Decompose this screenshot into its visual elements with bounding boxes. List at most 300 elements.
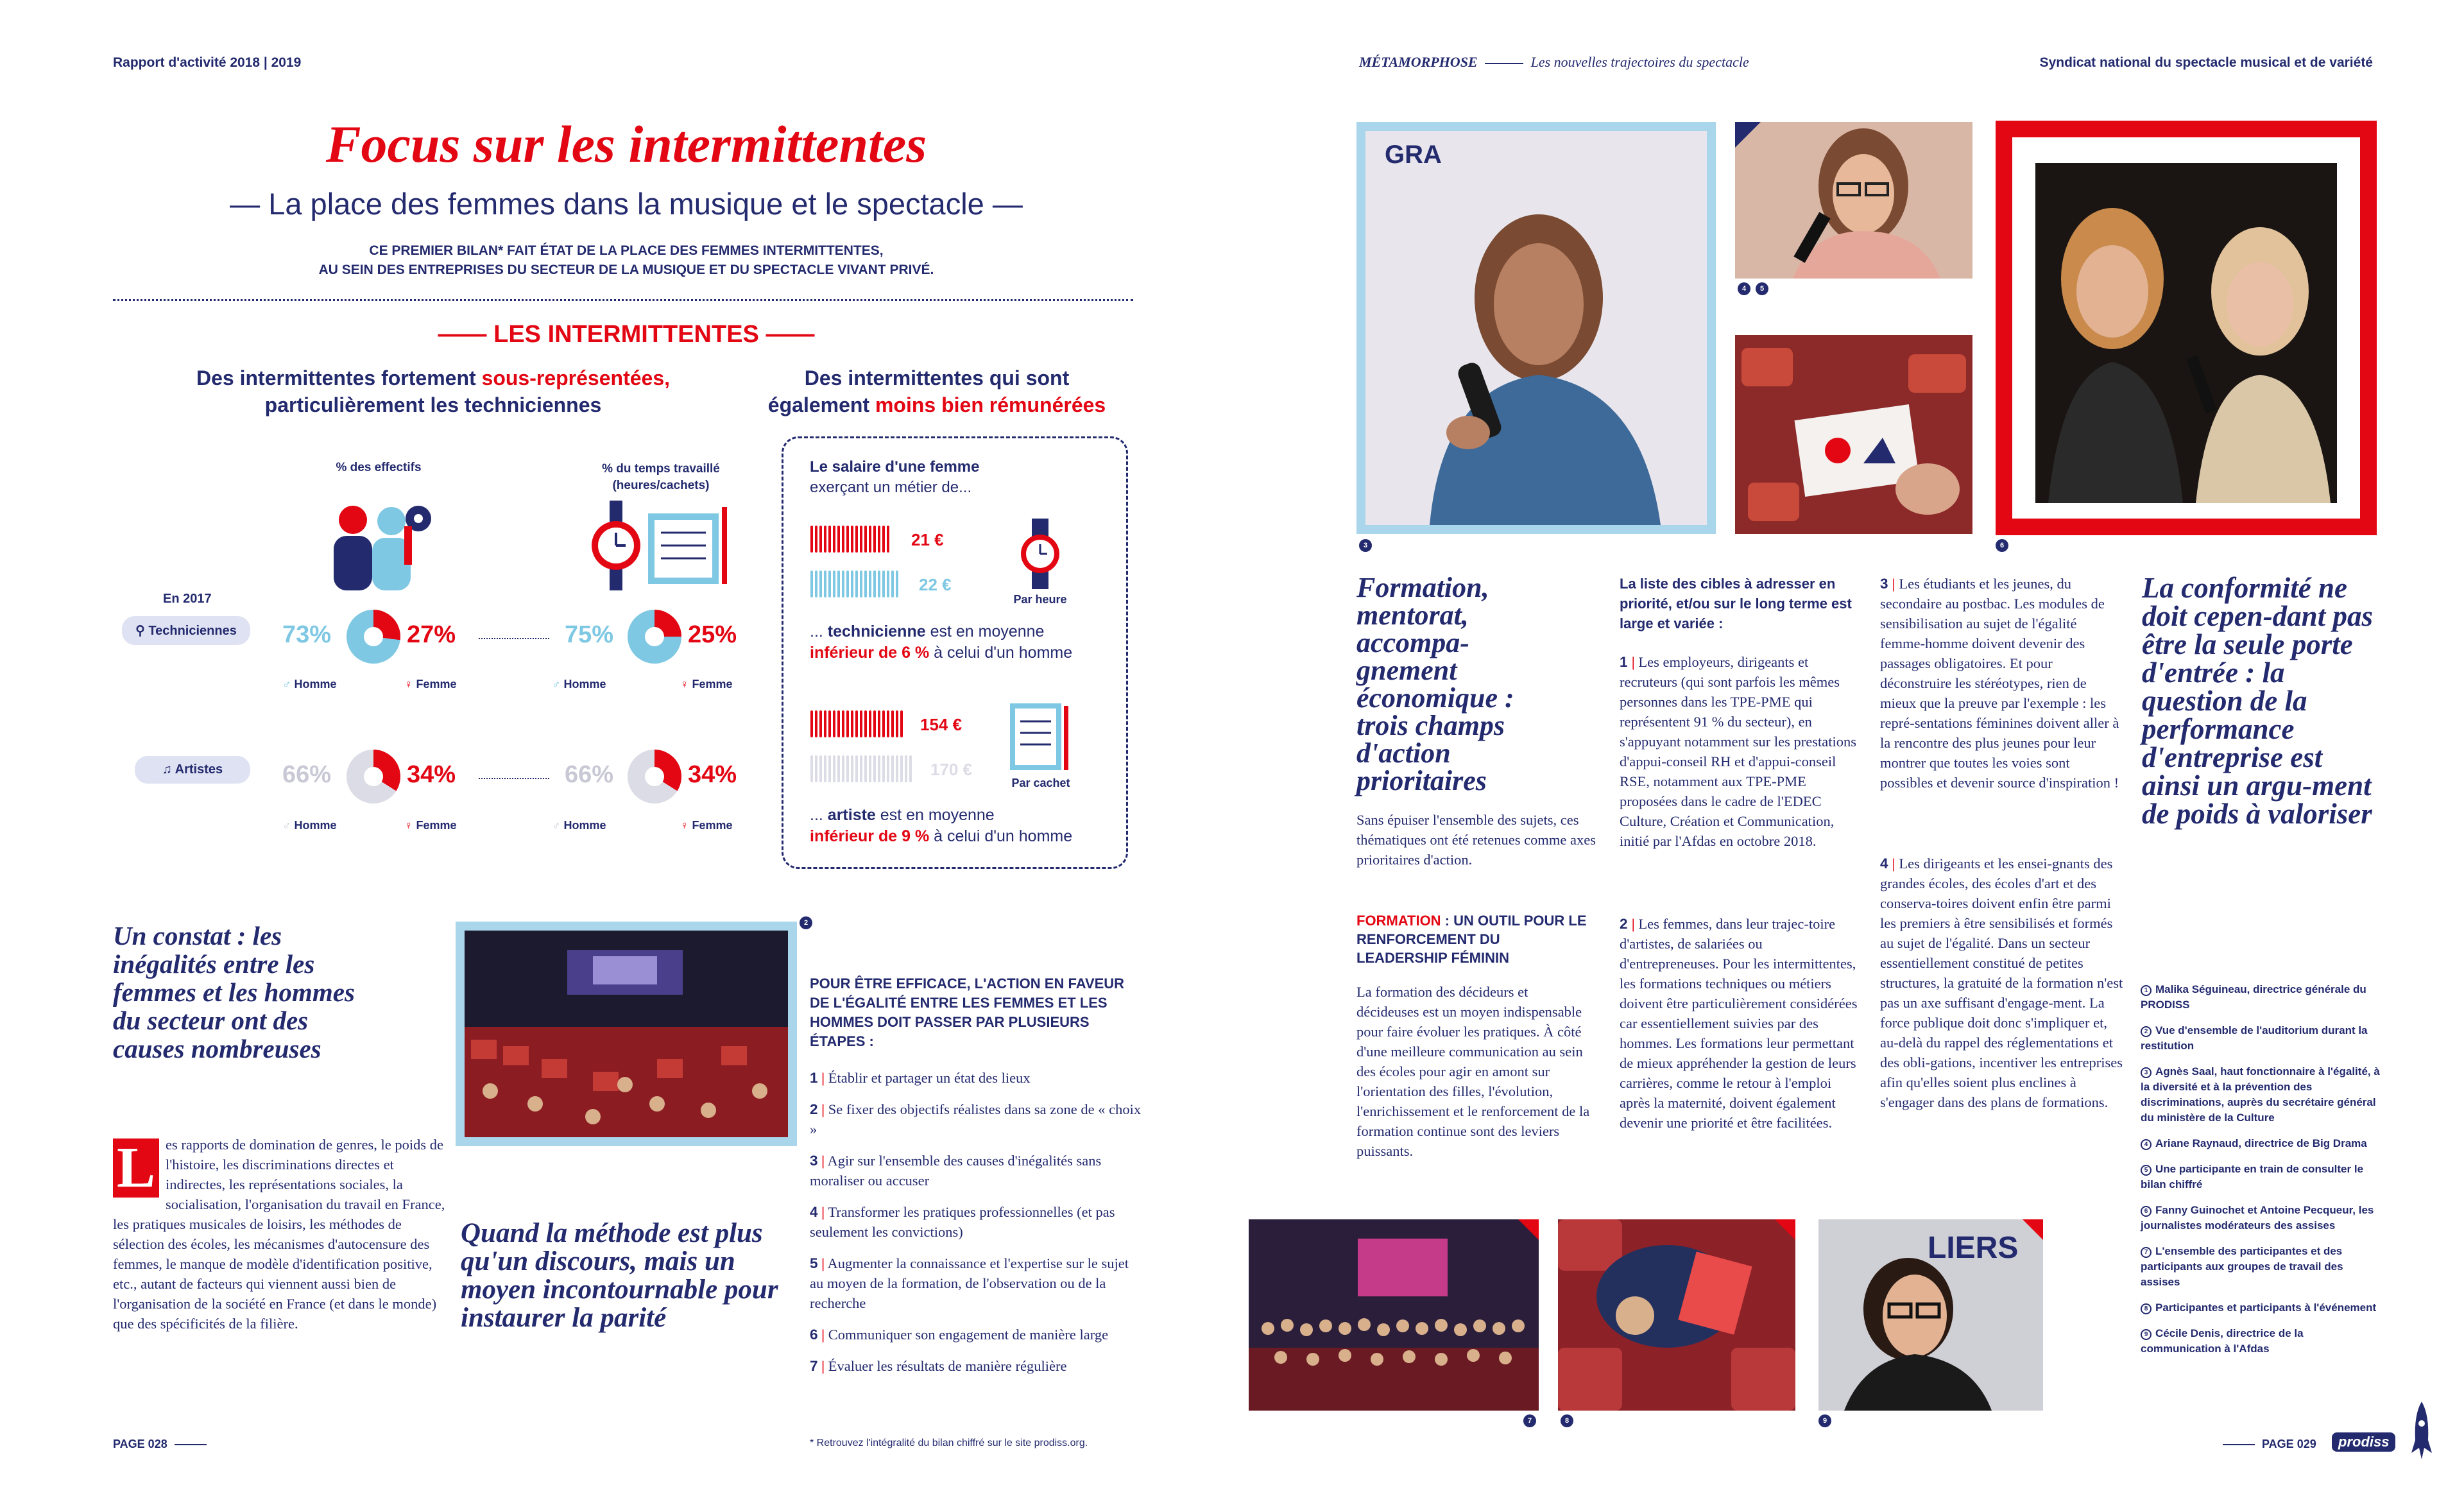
- par-cachet-label: Par cachet: [1011, 777, 1070, 789]
- caption-text: L'ensemble des participantes et des participants aux groupes de travail des assises: [2141, 1245, 2343, 1288]
- coin: [877, 755, 881, 783]
- auditorium-image: [465, 931, 788, 1137]
- caption-text: Participantes et participants à l'événement: [2155, 1302, 2377, 1314]
- cachet-femme-value: 154 €: [920, 715, 963, 734]
- techniciennes-label: Techniciennes: [148, 624, 237, 638]
- step-number: 2: [810, 1101, 818, 1117]
- coin: [819, 525, 823, 553]
- caption-item: [2141, 982, 2384, 1013]
- tech-tps-homme: 75%: [565, 621, 614, 648]
- caption-number: 2: [2141, 1026, 2152, 1037]
- ariane-photo: [1735, 122, 1972, 279]
- photo-captions: [2141, 982, 2384, 1367]
- event-image: [1558, 1219, 1795, 1411]
- col2-heading-b: également: [767, 393, 875, 417]
- coins-femme-cachet: [810, 710, 904, 738]
- targets-heading: La liste des cibles à adresser en priorité, et/ou sur le long terme est large et variée :: [1620, 576, 1852, 631]
- formation-sub-red: FORMATION: [1356, 913, 1441, 929]
- coin: [873, 525, 877, 553]
- backdrop-text: GRA: [1385, 141, 1442, 169]
- coin: [810, 570, 814, 598]
- art-tps-femme: 34%: [688, 761, 737, 788]
- tech-tps-donut: [628, 610, 681, 664]
- coin: [841, 755, 845, 783]
- page-028: PAGE 028: [113, 1438, 167, 1450]
- caption-item: [2141, 1064, 2384, 1126]
- photo-number: 9: [1818, 1414, 1831, 1427]
- step-number: 4: [810, 1204, 818, 1220]
- homme-label: [552, 819, 606, 832]
- step-text: Augmenter la connaissance et l'expertise sur le sujet au moyen de la formation, de l'observation ou de la recherche: [810, 1255, 1129, 1311]
- art-salary-b: est en moyenne: [875, 806, 995, 824]
- art-salary-red: inférieur de 9 %: [810, 827, 930, 845]
- coin: [859, 525, 863, 553]
- coin: [828, 525, 832, 553]
- page-029: PAGE 029: [2262, 1438, 2316, 1450]
- conformite-quote: La conformité ne doit cepen-dant pas être la seule porte d'entrée : la question de la performance d'entreprise est ainsi un argu-ment de poids à valoriser: [2142, 572, 2373, 830]
- coin: [859, 755, 863, 783]
- target-2-text: Les femmes, dans leur trajec-toire d'artistes, de salariées ou d'entrepreneuses. Pour les intermittentes, les formations techniques ou métiers doivent être particulièrement considérées car essentiellement suivies par des hommes. Les formations leur permettant de mieux appréhender la gestion de leurs carrières, comme le retour à l'emploi après la maternité, doivent également devenir une priorité et être facilitées.: [1620, 916, 1858, 1131]
- coin: [850, 570, 854, 598]
- homme-label: [282, 819, 337, 832]
- page-rule: [2223, 1444, 2255, 1445]
- male-icon: ♂: [282, 678, 295, 691]
- year-label: En 2017: [163, 592, 212, 606]
- svg-text:LIERS: LIERS: [1928, 1231, 2019, 1265]
- target-sep: |: [1631, 654, 1639, 670]
- publisher-name: Syndicat national du spectacle musical et de variété: [2039, 55, 2373, 70]
- target-4: [1880, 854, 2124, 1112]
- coin: [814, 710, 818, 738]
- event-photo: [1558, 1219, 1795, 1411]
- hour-femme-value: 21 €: [911, 530, 944, 549]
- step-item: [810, 1151, 1143, 1190]
- art-salary-c: à celui d'un homme: [929, 827, 1073, 845]
- formation-sub-text: : UN OUTIL POUR LE RENFORCEMENT DU LEADERSHIP FÉMININ: [1356, 913, 1587, 966]
- coin: [904, 755, 908, 783]
- step-text: Agir sur l'ensemble des causes d'inégalités sans moraliser ou accuser: [810, 1153, 1102, 1189]
- coin: [837, 755, 841, 783]
- header-rule: [1485, 63, 1523, 64]
- photo-number: 7: [1523, 1414, 1536, 1427]
- step-separator: |: [821, 1204, 825, 1220]
- coin: [877, 710, 881, 738]
- coin: [873, 570, 877, 598]
- caption-item: [2141, 1023, 2384, 1054]
- step-separator: |: [821, 1153, 825, 1169]
- coin: [837, 710, 841, 738]
- step-item: [810, 1202, 1143, 1242]
- par-heure-label: Par heure: [1013, 593, 1067, 606]
- caption-number: 8: [2141, 1303, 2152, 1314]
- coin: [891, 710, 894, 738]
- caption-number: 3: [2141, 1067, 2152, 1078]
- label-effectifs: % des effectifs: [336, 461, 422, 474]
- coin: [868, 710, 872, 738]
- tech-salary-a: ...: [810, 623, 828, 640]
- coin: [855, 755, 859, 783]
- coin: [855, 710, 859, 738]
- techniciennes-tag: [122, 616, 250, 645]
- step-separator: |: [821, 1358, 825, 1374]
- coin: [832, 525, 836, 553]
- femme-label: [680, 678, 733, 691]
- female-icon: ♀: [404, 678, 416, 691]
- step-item: [810, 1253, 1143, 1313]
- tech-salary-c: à celui d'un homme: [929, 644, 1073, 662]
- caption-text: Fanny Guinochet et Antoine Pecqueur, les journalistes modérateurs des assises: [2141, 1204, 2374, 1232]
- male-icon: ♂: [552, 819, 564, 832]
- step-item: [810, 1099, 1143, 1139]
- col2-heading: [744, 365, 1129, 418]
- male-icon: ♂: [552, 678, 564, 691]
- coin: [900, 710, 903, 738]
- coin: [886, 570, 890, 598]
- constat-text: es rapports de domination de genres, le poids de l'histoire, les discriminations directes et indirectes, les représentations sociales, la socialisation, l'organisation du travail en France, les pratiques musicales de loisirs, les méthodes de sélection des écoles, les mécanismes d'autocensure des femmes, le manque de modèle d'identification positive, etc., autant de facteurs qui viennent aussi bien de l'organisation de la société en France (et dans le monde) que des spécificités de la filière.: [113, 1137, 445, 1332]
- artistes-tag: [135, 756, 250, 784]
- magazine-title: MÉTAMORPHOSE: [1359, 54, 1478, 70]
- target-3: [1880, 574, 2124, 793]
- femme-text: Femme: [692, 678, 733, 691]
- coin: [886, 710, 890, 738]
- step-number: 3: [810, 1153, 818, 1169]
- art-tps-donut: [628, 750, 681, 803]
- intro-text: [113, 241, 1140, 280]
- page-title: Focus sur les intermittentes: [325, 115, 927, 173]
- dotted-connector: [479, 638, 549, 639]
- coin: [868, 755, 872, 783]
- coin: [909, 755, 912, 783]
- label-temps-1: % du temps travaillé: [602, 462, 720, 476]
- intro-line-1: CE PREMIER BILAN* FAIT ÉTAT DE LA PLACE DES FEMMES INTERMITTENTES,: [369, 243, 884, 258]
- cecile-image: [1818, 1219, 2043, 1411]
- femme-label: [404, 819, 457, 832]
- tech-salary-bold: technicienne: [827, 623, 926, 640]
- step-item: [810, 1068, 1143, 1088]
- homme-text: Homme: [294, 819, 337, 832]
- step-separator: |: [821, 1070, 825, 1086]
- speaker-photo: [1356, 122, 1716, 534]
- caption-number: 7: [2141, 1247, 2152, 1258]
- target-1: [1620, 652, 1863, 851]
- label-temps: [565, 461, 757, 494]
- hour-homme-value: 22 €: [919, 575, 952, 594]
- photo-number: 4: [1738, 282, 1750, 295]
- caption-text: Cécile Denis, directrice de la communication à l'Afdas: [2141, 1327, 2304, 1355]
- steps-heading: POUR ÊTRE EFFICACE, L'ACTION EN FAVEUR DE L'ÉGALITÉ ENTRE LES FEMMES ET LES HOMMES DOIT PASSER PAR PLUSIEURS ÉTAPES :: [810, 975, 1125, 1049]
- group-image: [1249, 1219, 1539, 1411]
- clock-icon: [1018, 519, 1063, 589]
- salary-heading: [810, 457, 979, 498]
- page-number-right: [2223, 1438, 2316, 1451]
- caption-number: 1: [2141, 985, 2152, 996]
- coin: [832, 570, 836, 598]
- rocket-icon: [2410, 1402, 2433, 1459]
- coins-femme-hour: [810, 525, 891, 553]
- coin: [837, 570, 841, 598]
- coin: [846, 525, 850, 553]
- coin: [828, 710, 832, 738]
- caption-item: [2141, 1136, 2384, 1151]
- formation-body: La formation des décideurs et décideuses est un moyen indispensable pour faire évoluer les pratiques. À côté d'une meilleure communication au sein des écoles pour agir en amont sur l'orientation des filles, l'évolution, l'enrichissement et le renforcement de la formation continue sont des leviers puissants.: [1356, 984, 1590, 1159]
- target-num: 4: [1880, 855, 1892, 872]
- step-number: 6: [810, 1327, 818, 1343]
- formation-intro: Sans épuiser l'ensemble des sujets, ces thématiques ont été retenues comme axes prioritaires d'action.: [1356, 812, 1596, 868]
- tech-eff-homme: 73%: [282, 621, 332, 648]
- coin: [855, 570, 859, 598]
- coin: [882, 525, 886, 553]
- magazine-header: [1359, 54, 1749, 71]
- page-rule: [175, 1444, 207, 1445]
- homme-text: Homme: [563, 819, 606, 832]
- coin: [850, 525, 854, 553]
- pin-icon: ⚲: [135, 624, 149, 638]
- target-num: 3: [1880, 576, 1892, 592]
- col2-heading-a: Des intermittentes qui sont: [804, 366, 1070, 390]
- caption-item: [2141, 1203, 2384, 1233]
- coin: [850, 755, 854, 783]
- salary-head-1: Le salaire d'une femme: [810, 458, 980, 476]
- coin: [895, 755, 899, 783]
- coin: [882, 710, 886, 738]
- coin: [810, 710, 814, 738]
- coin: [855, 525, 859, 553]
- step-number: 1: [810, 1070, 818, 1086]
- target-num: 1: [1620, 654, 1632, 670]
- photo-number: 8: [1561, 1414, 1573, 1427]
- target-sep: |: [1892, 576, 1899, 592]
- coin: [864, 710, 868, 738]
- formation-title: Formation, mentorat, accompa-gnement économique : trois champs d'action prioritaires: [1356, 572, 1514, 796]
- target-4-text: Les dirigeants et les ensei-gnants des grandes écoles, des écoles d'art et des conserva-toires doivent enfin être parmi les premiers à être sensibilisés et formés au sujet de l'égalité. Dans un secteur essentiellement constitué de petites structures, la gratuité de la formation n'est pas un axe suffisant d'engage-ment. La force publique doit donc s'impliquer et, au-delà du rappel des réglementations et des obli-gations, incentiver les entreprises afin qu'elles soient plus enclines à s'engager dans des plans de formations.: [1880, 855, 2123, 1110]
- femme-label: [404, 678, 457, 691]
- coin: [886, 525, 890, 553]
- femme-text: Femme: [692, 819, 733, 832]
- coin: [823, 525, 827, 553]
- coin: [868, 570, 872, 598]
- coin: [823, 710, 827, 738]
- steps-list: [810, 1068, 1143, 1387]
- caption-item: [2141, 1300, 2384, 1316]
- art-eff-homme: 66%: [282, 761, 332, 788]
- coin: [882, 755, 886, 783]
- formation-subheading: [1356, 911, 1587, 967]
- coin: [864, 755, 868, 783]
- homme-text: Homme: [563, 678, 606, 691]
- caption-text: Ariane Raynaud, directrice de Big Drama: [2155, 1137, 2367, 1149]
- step-separator: |: [821, 1101, 825, 1117]
- femme-text: Femme: [416, 819, 457, 832]
- group-photo: [1249, 1219, 1539, 1411]
- art-eff-femme: 34%: [407, 761, 456, 788]
- col1-heading: [154, 365, 712, 418]
- coin: [823, 570, 827, 598]
- coin: [895, 710, 899, 738]
- cachet-homme-value: 170 €: [930, 760, 973, 779]
- coin: [877, 570, 881, 598]
- femme-text: Femme: [416, 678, 457, 691]
- caption-text: Une participante en train de consulter le bilan chiffré: [2141, 1163, 2364, 1190]
- bilan-photo: [1735, 335, 1972, 534]
- art-eff-donut: [346, 750, 400, 803]
- photo-number: 6: [1996, 539, 2008, 552]
- coin: [850, 710, 854, 738]
- coin: [877, 525, 881, 553]
- coin: [823, 755, 827, 783]
- art-salary-bold: artiste: [827, 806, 876, 824]
- caption-text: Vue d'ensemble de l'auditorium durant la restitution: [2141, 1024, 2368, 1052]
- caption-text: Agnès Saal, haut fonctionnaire à l'égalité, à la diversité et à la prévention des discriminations, auprès du secrétaire général du ministère de la Culture: [2141, 1065, 2380, 1124]
- caption-item: [2141, 1244, 2384, 1290]
- divider: [113, 299, 1133, 301]
- methode-quote: Quand la méthode est plus qu'un discours, mais un moyen incontournable pour instaurer la parité: [461, 1218, 778, 1333]
- female-icon: ♀: [404, 819, 416, 832]
- coin: [895, 570, 899, 598]
- step-item: [810, 1356, 1143, 1376]
- photo-number: 2: [800, 916, 812, 929]
- homme-text: Homme: [294, 678, 337, 691]
- step-text: Communiquer son engagement de manière large: [828, 1327, 1109, 1343]
- female-icon: ♀: [680, 678, 692, 691]
- step-separator: |: [821, 1327, 825, 1343]
- cecile-photo: [1818, 1219, 2043, 1411]
- intro-line-2: AU SEIN DES ENTREPRISES DU SECTEUR DE LA MUSIQUE ET DU SPECTACLE VIVANT PRIVÉ.: [318, 262, 934, 277]
- tech-salary-b: est en moyenne: [925, 623, 1045, 640]
- coin: [886, 755, 890, 783]
- step-number: 5: [810, 1255, 818, 1271]
- drop-cap: L: [113, 1138, 159, 1198]
- coin: [810, 525, 814, 553]
- coin: [859, 570, 863, 598]
- coin: [864, 570, 868, 598]
- step-text: Transformer les pratiques professionnelles (et pas seulement les convictions): [810, 1204, 1115, 1240]
- homme-label: [552, 678, 606, 691]
- speaker-image: [1365, 131, 1707, 525]
- coin: [819, 755, 823, 783]
- art-tps-homme: 66%: [565, 761, 614, 788]
- coin: [841, 710, 845, 738]
- coin: [873, 710, 877, 738]
- coin: [814, 570, 818, 598]
- homme-label: [282, 678, 337, 691]
- target-sep: |: [1892, 855, 1899, 872]
- tech-tps-femme: 25%: [688, 621, 737, 648]
- page-subtitle: — La place des femmes dans la musique et le spectacle —: [230, 187, 1023, 221]
- col2-heading-red: moins bien rémunérées: [875, 393, 1106, 417]
- page-number-left: [113, 1438, 207, 1451]
- coin: [891, 570, 894, 598]
- step-number: 7: [810, 1358, 818, 1374]
- moderators-photo: [1996, 121, 2377, 535]
- report-title: Rapport d'activité 2018 | 2019: [113, 55, 302, 70]
- target-1-text: Les employeurs, dirigeants et recruteurs (qui sont parfois les mêmes personnes dans les TPE-PME qui représentent 91 % du secteur), en s'appuyant notamment sur les prestations d'appui-conseil RH et d'appui-conseil RSE, notamment aux TPE-PME proposées dans le cadre de l'EDEC Culture, Création et Communication, initié par l'Afdas en octobre 2018.: [1620, 654, 1856, 849]
- coin: [841, 570, 845, 598]
- bilan-image: [1735, 335, 1972, 534]
- music-note-icon: ♫: [162, 762, 175, 777]
- coin: [837, 525, 841, 553]
- coin: [859, 710, 863, 738]
- coin: [846, 755, 850, 783]
- col1-heading-red: sous-représentées,: [481, 366, 670, 390]
- coin: [832, 710, 836, 738]
- constat-title: Un constat : les inégalités entre les femmes et les hommes du secteur ont des causes nombreuses: [113, 921, 355, 1063]
- label-temps-2: (heures/cachets): [612, 479, 710, 492]
- ariane-image: [1735, 122, 1972, 279]
- caption-text: Malika Séguineau, directrice générale du PRODISS: [2141, 983, 2366, 1011]
- dotted-connector: [479, 778, 549, 779]
- step-text: Se fixer des objectifs réalistes dans sa zone de « choix »: [810, 1101, 1142, 1137]
- art-salary-text: [810, 805, 1118, 847]
- coin: [828, 755, 832, 783]
- art-salary-a: ...: [810, 806, 828, 824]
- clock-timesheet-icon: [590, 501, 732, 590]
- coin: [900, 755, 903, 783]
- coins-homme-hour: [810, 570, 900, 598]
- target-2: [1620, 914, 1863, 1133]
- photo-number: 5: [1756, 282, 1768, 295]
- coin: [873, 755, 877, 783]
- coin: [846, 570, 850, 598]
- col1-heading-a: Des intermittentes fortement: [196, 366, 482, 390]
- coin: [810, 755, 814, 783]
- step-text: Établir et partager un état des lieux: [828, 1070, 1031, 1086]
- caption-number: 6: [2141, 1206, 2152, 1217]
- footnote: * Retrouvez l'intégralité du bilan chiffré sur le site prodiss.org.: [810, 1438, 1088, 1448]
- photo-number: 3: [1359, 539, 1372, 552]
- tech-eff-femme: 27%: [407, 621, 456, 648]
- coin: [819, 710, 823, 738]
- auditorium-photo: [456, 922, 797, 1146]
- tech-salary-red: inférieur de 6 %: [810, 644, 930, 662]
- coin: [819, 570, 823, 598]
- workers-icon: [321, 501, 436, 590]
- prodiss-logo: prodiss: [2332, 1432, 2395, 1452]
- step-item: [810, 1325, 1143, 1344]
- tech-eff-donut: [346, 610, 400, 664]
- coin: [828, 570, 832, 598]
- coin: [841, 525, 845, 553]
- constat-body: [113, 1135, 456, 1334]
- timesheet-icon: [1010, 703, 1072, 774]
- coin: [832, 755, 836, 783]
- coin: [814, 525, 818, 553]
- target-num: 2: [1620, 916, 1632, 932]
- caption-number: 9: [2141, 1329, 2152, 1340]
- target-sep: |: [1631, 916, 1639, 932]
- salary-head-2: exerçant un métier de...: [810, 479, 972, 496]
- col1-heading-b: particulièrement les techniciennes: [264, 393, 602, 417]
- coins-homme-cachet: [810, 755, 913, 783]
- section-heading: —— LES INTERMITTENTES ——: [438, 321, 815, 348]
- caption-number: 5: [2141, 1165, 2152, 1176]
- female-icon: ♀: [680, 819, 692, 832]
- coin: [882, 570, 886, 598]
- target-3-text: Les étudiants et les jeunes, du secondaire au postbac. Les modules de sensibilisation au sujet de l'égalité femme-homme doivent devenir des passages obligatoires. Et pour déconstruire les stéréotypes, rien de mieux que la preuve par l'exemple : les repré-sentations féminines doivent aller à la rencontre des plus jeunes pour leur montrer que toutes les voies sont possibles et devenir source d'inspiration !: [1880, 576, 2119, 791]
- tech-salary-text: [810, 621, 1118, 664]
- coin: [846, 710, 850, 738]
- magazine-subtitle: Les nouvelles trajectoires du spectacle: [1530, 54, 1749, 70]
- artistes-label: Artistes: [175, 762, 223, 777]
- caption-number: 4: [2141, 1139, 2152, 1150]
- caption-item: [2141, 1162, 2384, 1192]
- coin: [814, 755, 818, 783]
- caption-item: [2141, 1326, 2384, 1357]
- moderators-image: [2035, 163, 2337, 503]
- coin: [864, 525, 868, 553]
- coin: [868, 525, 872, 553]
- coin: [891, 755, 894, 783]
- step-separator: |: [821, 1255, 825, 1271]
